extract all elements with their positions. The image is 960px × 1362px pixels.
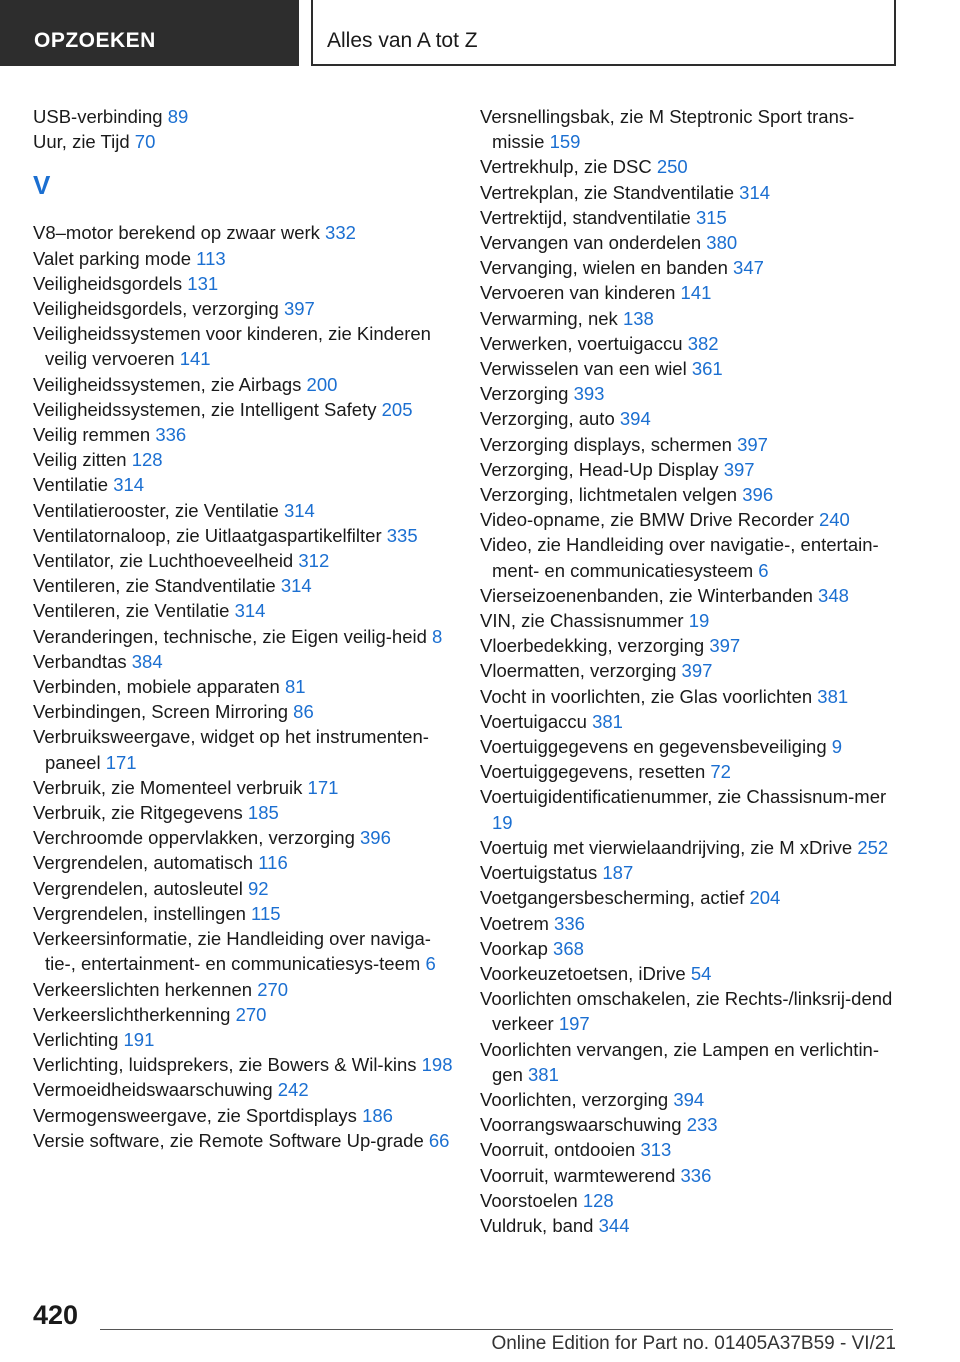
index-entry [33, 1052, 453, 1077]
page-reference-link[interactable]: 397 [709, 635, 741, 657]
index-entry [480, 658, 900, 683]
page-reference-link[interactable]: 397 [283, 298, 315, 320]
index-entry [480, 860, 900, 885]
index-entry [33, 876, 453, 901]
index-entry-text: Verlichting, luidsprekers, zie Bowers & Wil-kins [33, 1054, 417, 1076]
index-entry [480, 406, 900, 431]
index-entry [480, 936, 900, 961]
index-entry-text: Voertuiggegevens, resetten [480, 761, 706, 783]
index-entry [480, 1213, 900, 1238]
index-entry [33, 573, 453, 598]
index-entry [480, 911, 900, 936]
page-reference-link[interactable]: 72 [710, 761, 731, 783]
index-entry-text: Voetrem [480, 912, 549, 934]
footer-divider [100, 1329, 893, 1330]
index-entry [480, 709, 900, 734]
index-entries-left [33, 220, 453, 1153]
index-entry [33, 926, 453, 976]
page-reference-link[interactable]: 361 [691, 358, 723, 380]
page-reference-link[interactable]: 314 [280, 575, 312, 597]
index-entry [480, 104, 900, 154]
index-entry-text: Verwerken, voertuigaccu [480, 332, 683, 354]
page-reference-link[interactable]: 397 [723, 458, 755, 480]
index-entry-text: Ventileren, zie Standventilatie [33, 575, 276, 597]
index-entry [33, 321, 453, 371]
index-column-left [33, 104, 453, 1153]
index-entry-text: Veranderingen, technische, zie Eigen veilig-heid [33, 625, 427, 647]
page-reference-link[interactable]: 314 [283, 499, 315, 521]
page-reference-link[interactable]: 368 [553, 937, 584, 959]
index-entry [33, 498, 453, 523]
page-reference-link[interactable]: 252 [857, 836, 889, 858]
index-entry [33, 1027, 453, 1052]
index-entry [33, 699, 453, 724]
index-entry-text: Verbruik, zie Ritgegevens [33, 802, 243, 824]
index-entry-text: Verzorging, lichtmetalen velgen [480, 484, 738, 506]
index-entry-text: Video, zie Handleiding over navigatie-, entertain-ment- en communicatiesysteem [480, 534, 879, 581]
page-reference-link[interactable]: 270 [235, 1003, 267, 1025]
page-reference-link[interactable]: 191 [123, 1028, 155, 1050]
index-entry-text: Voertuiggegevens en gegevensbeveiliging [480, 736, 827, 758]
page-reference-link[interactable]: 198 [421, 1054, 453, 1076]
page-reference-link[interactable]: 397 [737, 433, 768, 455]
index-entry-text: Veiligheidssystemen, zie Airbags [33, 373, 302, 395]
index-entry [480, 608, 900, 633]
page-reference-link[interactable]: 336 [554, 912, 585, 934]
index-entry-text: Verzorging displays, schermen [480, 433, 732, 455]
index-entry-text: Verlichting [33, 1028, 119, 1050]
index-entry [33, 104, 453, 129]
page-reference-link[interactable]: 348 [818, 584, 849, 606]
index-entry [33, 825, 453, 850]
index-entry [480, 835, 900, 860]
index-entry-text: Voorlichten, verzorging [480, 1088, 669, 1110]
index-entry [480, 255, 900, 280]
page-reference-link[interactable]: 204 [749, 887, 781, 909]
index-entry [480, 280, 900, 305]
index-entry-text: Voorlichten omschakelen, zie Rechts-/linksrij-dend verkeer [480, 988, 893, 1035]
index-entry-text: Voorkeuzetoetsen, iDrive [480, 962, 686, 984]
page-reference-link[interactable]: 131 [187, 272, 219, 294]
index-entry [480, 432, 900, 457]
page-reference-link[interactable]: 313 [640, 1139, 672, 1161]
page-reference-link[interactable]: 92 [247, 877, 269, 899]
page-reference-link[interactable]: 250 [656, 156, 688, 178]
index-entry-text: Vergrendelen, instellingen [33, 902, 246, 924]
page-reference-link[interactable]: 332 [325, 222, 356, 244]
index-entry [33, 1002, 453, 1027]
index-entry [33, 775, 453, 800]
index-entry-text: Valet parking mode [33, 247, 192, 269]
index-entry-text: Vervoeren van kinderen [480, 282, 676, 304]
index-entry [480, 482, 900, 507]
index-entry [480, 583, 900, 608]
page-reference-link[interactable]: 6 [758, 559, 769, 581]
chapter-tab[interactable] [311, 0, 896, 66]
page-reference-link[interactable]: 382 [687, 332, 719, 354]
page-reference-link[interactable]: 393 [573, 383, 605, 405]
index-entry [33, 901, 453, 926]
index-entry [33, 447, 453, 472]
index-entry-text: Vloermatten, verzorging [480, 660, 677, 682]
page-reference-link[interactable]: 141 [179, 348, 211, 370]
page-reference-link[interactable]: 159 [549, 131, 581, 153]
index-entry-text: Vergrendelen, automatisch [33, 852, 254, 874]
index-entry [480, 230, 900, 255]
page-reference-link[interactable]: 394 [673, 1088, 705, 1110]
page-reference-link[interactable]: 380 [706, 232, 738, 254]
index-entry-text: Verbinden, mobiele apparaten [33, 676, 280, 698]
index-entry-text: Verkeerslichten herkennen [33, 978, 253, 1000]
index-entry-text: Verbruik, zie Momenteel verbruik [33, 776, 303, 798]
index-entry-text: Verwarming, nek [480, 307, 618, 329]
page-reference-link[interactable]: 19 [492, 811, 513, 833]
index-entry [33, 472, 453, 497]
page-reference-link[interactable]: 396 [742, 484, 774, 506]
index-entry [480, 507, 900, 532]
index-entry [33, 372, 453, 397]
page-reference-link[interactable]: 138 [622, 307, 654, 329]
index-entry [33, 624, 453, 649]
index-entry-text: Voorlichten vervangen, zie Lampen en verlichtin-gen [480, 1038, 880, 1085]
index-entry-text: Vuldruk, band [480, 1214, 594, 1236]
index-entry [33, 1103, 453, 1128]
index-entry-text: Versie software, zie Remote Software Up-grade [33, 1129, 424, 1151]
page-reference-link[interactable]: 381 [817, 685, 849, 707]
index-entry [480, 633, 900, 658]
index-entry [480, 356, 900, 381]
index-entry [480, 381, 900, 406]
index-entry-text: Ventileren, zie Ventilatie [33, 600, 230, 622]
index-entry [480, 306, 900, 331]
index-entry [33, 674, 453, 699]
page-reference-link[interactable]: 70 [134, 131, 156, 153]
page-reference-link[interactable]: 19 [688, 610, 710, 632]
page-reference-link[interactable]: 335 [386, 524, 418, 546]
index-entry [480, 457, 900, 482]
index-entry-text: V8–motor berekend op zwaar werk [33, 222, 320, 244]
page-reference-link[interactable]: 81 [285, 676, 306, 698]
index-entry [33, 220, 453, 245]
section-tab-label: OPZOEKEN [34, 29, 156, 52]
page-header [0, 0, 960, 66]
index-entry [480, 1087, 900, 1112]
index-entry [480, 759, 900, 784]
index-entry-text: Vertrekplan, zie Standventilatie [480, 181, 735, 203]
index-entry [33, 850, 453, 875]
page-reference-link[interactable]: 314 [739, 181, 771, 203]
page-reference-link[interactable]: 6 [425, 953, 436, 975]
footer-edition-text: Online Edition for Part no. 01405A37B59 - VI/21 [491, 1333, 896, 1354]
index-entry-text: Versnellingsbak, zie M Steptronic Sport trans-missie [480, 106, 855, 153]
index-entry [33, 724, 453, 774]
index-entry-text: Voertuigidentificatienummer, zie Chassisnum-mer [480, 786, 887, 808]
index-entry [480, 180, 900, 205]
index-entry-text: Verbindingen, Screen Mirroring [33, 701, 289, 723]
index-entries-right [480, 104, 900, 1238]
page-reference-link[interactable]: 116 [258, 852, 288, 874]
page-reference-link[interactable]: 128 [131, 449, 163, 471]
index-entry [33, 800, 453, 825]
index-entry [480, 1188, 900, 1213]
index-entry-text: Verzorging, Head-Up Display [480, 458, 719, 480]
page-reference-link[interactable]: 394 [619, 408, 651, 430]
index-entry [480, 331, 900, 356]
index-entry [480, 532, 900, 582]
page-reference-link[interactable]: 187 [602, 862, 634, 884]
index-entry-text: Vermoeidheidswaarschuwing [33, 1079, 273, 1101]
page-reference-link[interactable]: 315 [695, 206, 727, 228]
page-reference-link[interactable]: 9 [831, 736, 843, 758]
page-reference-link[interactable]: 197 [558, 1013, 590, 1035]
index-entry-text: Veilig remmen [33, 424, 151, 446]
index-entry-text: Veilig zitten [33, 449, 127, 471]
index-entry-text: Video-opname, zie BMW Drive Recorder [480, 509, 814, 531]
page-reference-link[interactable]: 397 [681, 660, 713, 682]
page-reference-link[interactable]: 113 [196, 247, 226, 269]
index-entry-text: Veiligheidssystemen, zie Intelligent Safety [33, 398, 377, 420]
index-entry-text: Uur, zie Tijd [33, 131, 130, 153]
index-entry-text: Verkeersinformatie, zie Handleiding over naviga-tie-, entertainment- en communicatiesys-teem [33, 928, 431, 975]
index-entry [33, 1077, 453, 1102]
index-entry-text: Verbruiksweergave, widget op het instrumenten-paneel [33, 726, 429, 773]
page-reference-link[interactable]: 89 [167, 106, 189, 127]
index-entry [480, 1137, 900, 1162]
index-entry [480, 784, 900, 834]
index-entry [480, 885, 900, 910]
index-entry [33, 548, 453, 573]
index-entry [33, 271, 453, 296]
page-reference-link[interactable]: 86 [293, 701, 314, 723]
index-entry-text: VIN, zie Chassisnummer [480, 610, 684, 632]
index-entry-text: USB-verbinding [33, 106, 163, 127]
page-reference-link[interactable]: 384 [131, 650, 163, 672]
page-reference-link[interactable]: 240 [818, 509, 850, 531]
page-number: 420 [33, 1300, 79, 1330]
page-reference-link[interactable]: 171 [307, 776, 339, 798]
page-reference-link[interactable]: 115 [251, 902, 281, 924]
index-entry-text: Vertrektijd, standventilatie [480, 206, 691, 228]
page-reference-link[interactable]: 186 [362, 1104, 393, 1126]
index-entry-text: Verbandtas [33, 650, 127, 672]
page-reference-link[interactable]: 185 [247, 802, 279, 824]
page-reference-link[interactable]: 200 [306, 373, 338, 395]
page-reference-link[interactable]: 242 [277, 1079, 309, 1101]
index-entry-text: Verwisselen van een wiel [480, 358, 687, 380]
page-reference-link[interactable]: 8 [432, 625, 443, 647]
page-reference-link[interactable]: 381 [528, 1063, 559, 1085]
index-entry-text: Ventilatornaloop, zie Uitlaatgaspartikelfilter [33, 524, 382, 546]
page-reference-link[interactable]: 66 [428, 1129, 450, 1151]
index-entry [480, 1037, 900, 1087]
page-reference-link[interactable]: 205 [381, 398, 413, 420]
index-entry [480, 205, 900, 230]
page-reference-link[interactable]: 314 [113, 474, 145, 496]
index-entry [480, 986, 900, 1036]
index-entry-text: Ventilatie [33, 474, 109, 496]
index-entry [33, 296, 453, 321]
index-entry [33, 246, 453, 271]
index-entry-text: Voorruit, ontdooien [480, 1139, 636, 1161]
index-entry [480, 734, 900, 759]
index-entry-text: Ventilator, zie Luchthoeveelheid [33, 550, 294, 572]
page-reference-link[interactable]: 314 [234, 600, 266, 622]
index-letter-heading: V [33, 170, 51, 201]
page-reference-link[interactable]: 128 [582, 1189, 614, 1211]
page-reference-link[interactable]: 396 [360, 827, 391, 849]
page-reference-link[interactable]: 270 [257, 978, 289, 1000]
index-column-right [480, 104, 900, 1238]
index-entry-text: Verzorging, auto [480, 408, 615, 430]
index-entry-text: Voorrangswaarschuwing [480, 1114, 682, 1136]
index-entry-text: Voorstoelen [480, 1189, 578, 1211]
index-entry [480, 1112, 900, 1137]
index-entry-text: Veiligheidsgordels, verzorging [33, 298, 279, 320]
index-entry-text: Voorkap [480, 937, 548, 959]
index-entry-text: Vertrekhulp, zie DSC [480, 156, 652, 178]
chapter-tab-label: Alles van A tot Z [327, 29, 478, 52]
section-tab[interactable] [0, 0, 299, 66]
index-entry-text: Voertuigaccu [480, 710, 587, 732]
index-entry [33, 523, 453, 548]
index-entry [33, 598, 453, 623]
index-entry-text: Voertuigstatus [480, 862, 598, 884]
index-entry [33, 129, 453, 154]
index-entry-text: Vierseizoenenbanden, zie Winterbanden [480, 584, 813, 606]
page-reference-link[interactable]: 54 [690, 962, 712, 984]
index-entry-text: Vocht in voorlichten, zie Glas voorlichten [480, 685, 813, 707]
index-entry-text: Ventilatierooster, zie Ventilatie [33, 499, 279, 521]
page-reference-link[interactable]: 141 [680, 282, 712, 304]
index-entry [33, 977, 453, 1002]
page-reference-link[interactable]: 344 [598, 1214, 630, 1236]
index-entry-text: Verkeerslichtherkenning [33, 1003, 231, 1025]
index-entry-text: Vermogensweergave, zie Sportdisplays [33, 1104, 357, 1126]
index-entry [33, 649, 453, 674]
index-entry-text: Voetgangersbescherming, actief [480, 887, 745, 909]
page-reference-link[interactable]: 171 [105, 751, 137, 773]
index-entry-text: Verchroomde oppervlakken, verzorging [33, 827, 355, 849]
index-entry-text: Veiligheidssystemen voor kinderen, zie Kinderen veilig vervoeren [33, 323, 431, 370]
index-entry-text: Voorruit, warmtewerend [480, 1164, 676, 1186]
page-reference-link[interactable]: 381 [592, 710, 623, 732]
page-reference-link[interactable]: 312 [298, 550, 330, 572]
index-entry [33, 397, 453, 422]
index-entry-text: Verzorging [480, 383, 569, 405]
page-reference-link[interactable]: 336 [155, 424, 187, 446]
index-entries-before-letter [33, 104, 453, 154]
index-entry-text: Vervangen van onderdelen [480, 232, 702, 254]
index-entry [480, 1163, 900, 1188]
index-entry [33, 1128, 453, 1153]
index-entry [480, 154, 900, 179]
page-reference-link[interactable]: 336 [680, 1164, 712, 1186]
page-reference-link[interactable]: 233 [686, 1114, 718, 1136]
index-entry [480, 684, 900, 709]
index-entry-text: Voertuig met vierwielaandrijving, zie M xDrive [480, 836, 853, 858]
index-entry-text: Vloerbedekking, verzorging [480, 635, 705, 657]
index-entry [480, 961, 900, 986]
index-entry-text: Vergrendelen, autosleutel [33, 877, 243, 899]
index-entry-text: Veiligheidsgordels [33, 272, 183, 294]
page-reference-link[interactable]: 347 [733, 257, 764, 279]
index-entry-text: Vervanging, wielen en banden [480, 257, 728, 279]
index-entry [33, 422, 453, 447]
